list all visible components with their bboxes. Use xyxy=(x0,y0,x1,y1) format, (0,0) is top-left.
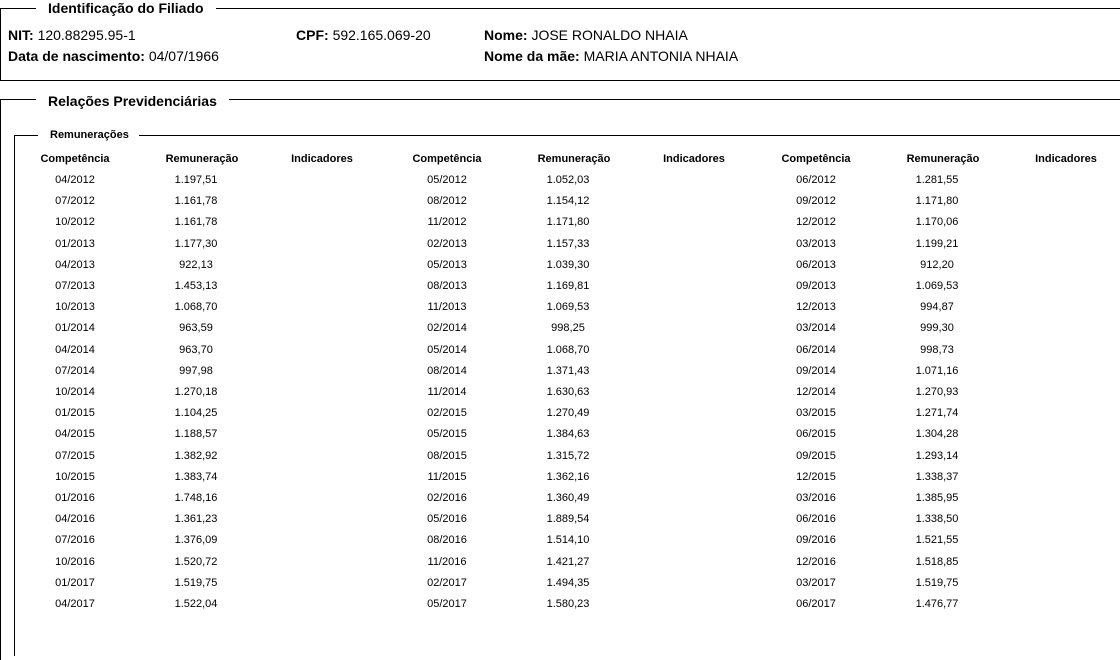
competencia-cell: 08/2016 xyxy=(427,534,467,546)
remuneracao-cell: 1.039,30 xyxy=(546,259,590,271)
competencia-cell: 08/2012 xyxy=(427,195,467,207)
remuneracao-cell: 1.421,27 xyxy=(546,556,590,568)
competencia-cell: 07/2015 xyxy=(55,450,95,462)
relacoes-legend: Relações Previdenciárias xyxy=(36,93,229,109)
remuneracao-cell: 1.889,54 xyxy=(546,513,590,525)
remuneracao-cell: 1.068,70 xyxy=(546,344,590,356)
remuneracao-cell: 994,87 xyxy=(920,301,954,313)
header-competencia: Competência xyxy=(40,153,110,165)
remuneracao-cell: 999,30 xyxy=(920,322,954,334)
remuneracao-cell: 1.304,28 xyxy=(915,428,959,440)
remuneracao-cell: 1.170,06 xyxy=(915,216,959,228)
cpf-field xyxy=(296,27,431,43)
remuneracao-cell: 1.177,30 xyxy=(174,238,218,250)
remuneracao-cell: 1.270,93 xyxy=(915,386,959,398)
competencia-cell: 02/2015 xyxy=(427,407,467,419)
competencia-cell: 05/2016 xyxy=(427,513,467,525)
competencia-cell: 02/2013 xyxy=(427,238,467,250)
competencia-cell: 06/2014 xyxy=(796,344,836,356)
competencia-cell: 07/2012 xyxy=(55,195,95,207)
remuneracao-cell: 1.385,95 xyxy=(915,492,959,504)
remuneracao-cell: 1.281,55 xyxy=(915,174,959,186)
competencia-cell: 02/2016 xyxy=(427,492,467,504)
remuneracao-cell: 1.161,78 xyxy=(174,195,218,207)
competencia-cell: 12/2013 xyxy=(796,301,836,313)
remuneracao-cell: 1.197,51 xyxy=(174,174,218,186)
competencia-cell: 08/2014 xyxy=(427,365,467,377)
competencia-cell: 08/2013 xyxy=(427,280,467,292)
header-remuneracao: Remuneração xyxy=(537,153,611,165)
competencia-cell: 11/2014 xyxy=(427,386,467,398)
header-competencia: Competência xyxy=(781,153,851,165)
remuneracao-cell: 963,70 xyxy=(179,344,213,356)
cpf-value: 592.165.069-20 xyxy=(332,27,431,43)
competencia-cell: 01/2016 xyxy=(55,492,95,504)
remuneracao-cell: 1.520,72 xyxy=(174,556,218,568)
remuneracao-cell: 1.453,13 xyxy=(174,280,218,292)
competencia-cell: 04/2013 xyxy=(55,259,95,271)
remuneracao-cell: 1.519,75 xyxy=(915,577,959,589)
competencia-cell: 05/2017 xyxy=(427,598,467,610)
competencia-cell: 06/2016 xyxy=(796,513,836,525)
competencia-cell: 05/2015 xyxy=(427,428,467,440)
header-indicadores: Indicadores xyxy=(663,153,725,165)
remuneracao-cell: 1.748,16 xyxy=(174,492,218,504)
remuneracao-cell: 1.104,25 xyxy=(174,407,218,419)
competencia-cell: 03/2017 xyxy=(796,577,836,589)
competencia-cell: 04/2014 xyxy=(55,344,95,356)
remuneracao-cell: 1.630,63 xyxy=(546,386,590,398)
competencia-cell: 10/2013 xyxy=(55,301,95,313)
remuneracao-cell: 1.188,57 xyxy=(174,428,218,440)
competencia-cell: 06/2015 xyxy=(796,428,836,440)
remuneracao-cell: 1.521,55 xyxy=(915,534,959,546)
competencia-cell: 11/2013 xyxy=(427,301,467,313)
competencia-cell: 01/2013 xyxy=(55,238,95,250)
nome-label: Nome: xyxy=(484,27,528,43)
nome-mae-value: MARIA ANTONIA NHAIA xyxy=(583,48,739,64)
competencia-cell: 07/2013 xyxy=(55,280,95,292)
remuneracao-cell: 1.371,43 xyxy=(546,365,590,377)
remuneracao-cell: 1.384,63 xyxy=(546,428,590,440)
remuneracao-cell: 1.069,53 xyxy=(546,301,590,313)
remuneracao-cell: 1.071,16 xyxy=(915,365,959,377)
remuneracao-cell: 1.052,03 xyxy=(546,174,590,186)
competencia-cell: 11/2016 xyxy=(427,556,467,568)
competencia-cell: 11/2015 xyxy=(427,471,467,483)
competencia-cell: 01/2014 xyxy=(55,322,95,334)
nome-mae-label: Nome da mãe: xyxy=(484,48,580,64)
cpf-label: CPF: xyxy=(296,27,329,43)
competencia-cell: 12/2015 xyxy=(796,471,836,483)
remuneracao-cell: 1.360,49 xyxy=(546,492,590,504)
header-indicadores: Indicadores xyxy=(1035,153,1097,165)
competencia-cell: 12/2012 xyxy=(796,216,836,228)
header-remuneracao: Remuneração xyxy=(165,153,239,165)
competencia-cell: 01/2017 xyxy=(55,577,95,589)
remuneracao-cell: 1.068,70 xyxy=(174,301,218,313)
nascimento-value: 04/07/1966 xyxy=(148,48,219,64)
remuneracao-cell: 1.199,21 xyxy=(915,238,959,250)
competencia-cell: 04/2012 xyxy=(55,174,95,186)
remuneracao-cell: 1.270,18 xyxy=(174,386,218,398)
nascimento-field xyxy=(8,48,219,64)
competencia-cell: 05/2014 xyxy=(427,344,467,356)
nit-label: NIT: xyxy=(8,27,34,43)
remuneracao-cell: 1.171,80 xyxy=(915,195,959,207)
remuneracao-cell: 1.271,74 xyxy=(915,407,959,419)
competencia-cell: 06/2012 xyxy=(796,174,836,186)
remuneracao-cell: 1.362,16 xyxy=(546,471,590,483)
competencia-cell: 11/2012 xyxy=(427,216,467,228)
remuneracao-cell: 1.476,77 xyxy=(915,598,959,610)
competencia-cell: 05/2013 xyxy=(427,259,467,271)
competencia-cell: 09/2016 xyxy=(796,534,836,546)
competencia-cell: 09/2012 xyxy=(796,195,836,207)
competencia-cell: 02/2017 xyxy=(427,577,467,589)
remuneracao-cell: 1.383,74 xyxy=(174,471,218,483)
remuneracao-cell: 1.338,50 xyxy=(915,513,959,525)
competencia-cell: 10/2015 xyxy=(55,471,95,483)
remuneracao-cell: 1.522,04 xyxy=(174,598,218,610)
competencia-cell: 04/2017 xyxy=(55,598,95,610)
competencia-cell: 12/2016 xyxy=(796,556,836,568)
competencia-cell: 03/2015 xyxy=(796,407,836,419)
competencia-cell: 04/2015 xyxy=(55,428,95,440)
competencia-cell: 04/2016 xyxy=(55,513,95,525)
remuneracao-cell: 1.376,09 xyxy=(174,534,218,546)
competencia-cell: 03/2016 xyxy=(796,492,836,504)
competencia-cell: 07/2014 xyxy=(55,365,95,377)
remuneracao-cell: 1.157,33 xyxy=(546,238,590,250)
competencia-cell: 07/2016 xyxy=(55,534,95,546)
remuneracao-cell: 1.494,35 xyxy=(546,577,590,589)
remuneracao-cell: 922,13 xyxy=(179,259,213,271)
remuneracoes-legend: Remunerações xyxy=(38,128,139,142)
remuneracao-cell: 1.069,53 xyxy=(915,280,959,292)
competencia-cell: 10/2014 xyxy=(55,386,95,398)
nascimento-label: Data de nascimento: xyxy=(8,48,145,64)
competencia-cell: 01/2015 xyxy=(55,407,95,419)
remuneracao-cell: 963,59 xyxy=(179,322,213,334)
remuneracao-cell: 1.161,78 xyxy=(174,216,218,228)
remuneracao-cell: 998,25 xyxy=(551,322,585,334)
remuneracao-cell: 1.518,85 xyxy=(915,556,959,568)
nit-value: 120.88295.95-1 xyxy=(37,27,136,43)
remuneracao-cell: 1.338,37 xyxy=(915,471,959,483)
remuneracao-cell: 1.580,23 xyxy=(546,598,590,610)
nome-value: JOSE RONALDO NHAIA xyxy=(531,27,688,43)
competencia-cell: 09/2015 xyxy=(796,450,836,462)
competencia-cell: 03/2013 xyxy=(796,238,836,250)
competencia-cell: 02/2014 xyxy=(427,322,467,334)
remuneracao-cell: 1.514,10 xyxy=(546,534,590,546)
nome-mae-field xyxy=(484,48,738,64)
header-indicadores: Indicadores xyxy=(291,153,353,165)
identificacao-section xyxy=(0,8,1120,81)
competencia-cell: 10/2016 xyxy=(55,556,95,568)
remuneracao-cell: 1.154,12 xyxy=(546,195,590,207)
remuneracao-cell: 1.519,75 xyxy=(174,577,218,589)
remuneracao-cell: 1.315,72 xyxy=(546,450,590,462)
competencia-cell: 12/2014 xyxy=(796,386,836,398)
remuneracao-cell: 998,73 xyxy=(920,344,954,356)
competencia-cell: 05/2012 xyxy=(427,174,467,186)
competencia-cell: 09/2013 xyxy=(796,280,836,292)
competencia-cell: 08/2015 xyxy=(427,450,467,462)
header-remuneracao: Remuneração xyxy=(906,153,980,165)
remuneracao-cell: 1.171,80 xyxy=(546,216,590,228)
remuneracao-cell: 997,98 xyxy=(179,365,213,377)
competencia-cell: 06/2017 xyxy=(796,598,836,610)
nit-field xyxy=(8,27,136,43)
remuneracao-cell: 912,20 xyxy=(920,259,954,271)
competencia-cell: 03/2014 xyxy=(796,322,836,334)
remuneracao-cell: 1.293,14 xyxy=(915,450,959,462)
remuneracao-cell: 1.382,92 xyxy=(174,450,218,462)
remuneracao-cell: 1.169,81 xyxy=(546,280,590,292)
remuneracao-cell: 1.270,49 xyxy=(546,407,590,419)
identificacao-legend: Identificação do Filiado xyxy=(36,0,216,16)
remuneracao-cell: 1.361,23 xyxy=(174,513,218,525)
header-competencia: Competência xyxy=(412,153,482,165)
competencia-cell: 09/2014 xyxy=(796,365,836,377)
nome-field xyxy=(484,27,688,43)
competencia-cell: 10/2012 xyxy=(55,216,95,228)
competencia-cell: 06/2013 xyxy=(796,259,836,271)
